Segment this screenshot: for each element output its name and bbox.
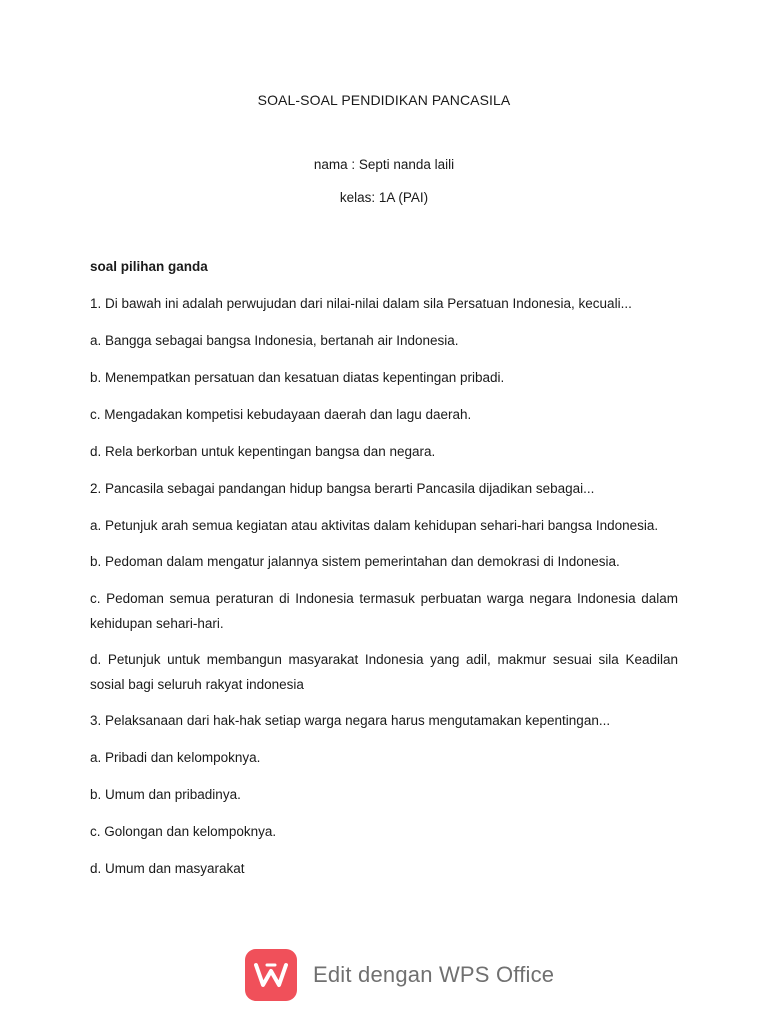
question-2: 2. Pancasila sebagai pandangan hidup bangsa berarti Pancasila dijadikan sebagai... bbox=[90, 481, 595, 496]
question-1: 1. Di bawah ini adalah perwujudan dari nilai-nilai dalam sila Persatuan Indonesia, kecuali... bbox=[90, 296, 632, 311]
question-1-option-a: a. Bangga sebagai bangsa Indonesia, bertanah air Indonesia. bbox=[90, 333, 459, 348]
question-1-option-c: c. Mengadakan kompetisi kebudayaan daerah dan lagu daerah. bbox=[90, 407, 472, 422]
question-3-option-d: d. Umum dan masyarakat bbox=[90, 861, 245, 876]
student-class: kelas: 1A (PAI) bbox=[339, 190, 429, 205]
question-1-option-b: b. Menempatkan persatuan dan kesatuan diatas kepentingan pribadi. bbox=[90, 370, 505, 385]
document-body bbox=[90, 254, 678, 893]
wps-office-logo-icon[interactable] bbox=[245, 949, 297, 1001]
question-3-option-c: c. Golongan dan kelompoknya. bbox=[90, 824, 277, 839]
question-2-option-b: b. Pedoman dalam mengatur jalannya sistem pemerintahan dan demokrasi di Indonesia. bbox=[90, 554, 620, 569]
question-1-option-d: d. Rela berkorban untuk kepentingan bangsa dan negara. bbox=[90, 444, 436, 459]
question-2-option-a: a. Petunjuk arah semua kegiatan atau aktivitas dalam kehidupan sehari-hari bangsa Indonesia. bbox=[90, 518, 659, 533]
section-heading: soal pilihan ganda bbox=[90, 259, 208, 274]
edit-with-wps-banner[interactable] bbox=[245, 948, 554, 1002]
question-3: 3. Pelaksanaan dari hak-hak setiap warga negara harus mengutamakan kepentingan... bbox=[90, 713, 611, 728]
question-3-option-a: a. Pribadi dan kelompoknya. bbox=[90, 750, 261, 765]
question-3-option-b: b. Umum dan pribadinya. bbox=[90, 787, 241, 802]
question-2-option-d: d. Petunjuk untuk membangun masyarakat Indonesia yang adil, makmur sesuai sila Keadilan sosial bagi seluruh rakyat indonesia bbox=[90, 652, 678, 692]
edit-with-wps-label[interactable]: Edit dengan WPS Office bbox=[313, 962, 555, 987]
document-title: SOAL-SOAL PENDIDIKAN PANCASILA bbox=[257, 92, 511, 108]
student-name: nama : Septi nanda laili bbox=[313, 157, 455, 172]
wps-logo-glyph bbox=[254, 960, 288, 990]
question-2-option-c: c. Pedoman semua peraturan di Indonesia termasuk perbuatan warga negara Indonesia dalam kehidupan sehari-hari. bbox=[90, 591, 678, 631]
